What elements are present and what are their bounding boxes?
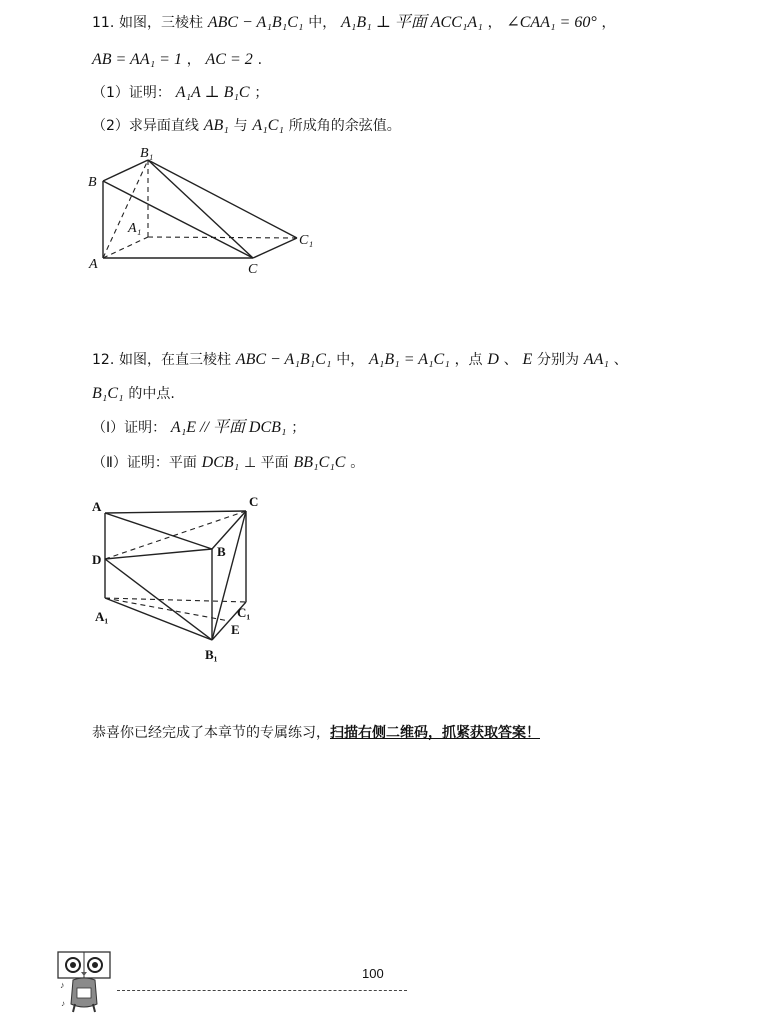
problem-12-part-1: （Ⅰ）证明： A₁E // 平面 DCB₁ ； bbox=[92, 419, 306, 436]
problem-number: 11. bbox=[92, 15, 115, 31]
problem-12-statement-line2: B₁C₁ 的中点. bbox=[92, 385, 175, 402]
scan-qr-cta[interactable]: 扫描右侧二维码，抓紧获取答案！ bbox=[330, 725, 540, 741]
problem-11-statement-line2: AB = AA₁ = 1 ， AC = 2 . bbox=[92, 51, 263, 68]
problem-11-part-1: （1）证明： A₁A ⊥ B₁C ； bbox=[92, 84, 269, 101]
completion-message: 恭喜你已经完成了本章节的专属练习，扫描右侧二维码，抓紧获取答案！ bbox=[92, 725, 540, 741]
label-E: E bbox=[231, 622, 240, 637]
label-B: B bbox=[88, 175, 97, 190]
problem-11-part-2: （2）求异面直线 AB₁ 与 A₁C₁ 所成角的余弦值。 bbox=[92, 117, 401, 134]
label-C1: C₁ bbox=[237, 605, 251, 620]
owl-mascot-icon bbox=[55, 948, 115, 1014]
label-B1: B₁ bbox=[140, 146, 154, 161]
label-C: C bbox=[248, 262, 258, 277]
footer-divider bbox=[117, 990, 407, 991]
label-A1: A₁ bbox=[128, 221, 142, 236]
page-number: 100 bbox=[362, 966, 384, 981]
label-A: A bbox=[92, 499, 102, 514]
problem-11-statement-line1: 11. 如图，三棱柱 ABC − A₁B₁C₁ 中， A₁B₁ ⊥ 平面 ACC₁A₁ ， ∠CAA₁ = 60° ， bbox=[92, 14, 616, 31]
label-B: B bbox=[217, 544, 226, 559]
svg-text:♪: ♪ bbox=[61, 999, 65, 1008]
label-A1: A₁ bbox=[95, 609, 109, 624]
label-B1: B₁ bbox=[205, 647, 218, 662]
svg-text:♪: ♪ bbox=[60, 980, 65, 990]
problem-12-part-2: （Ⅱ）证明：平面 DCB₁ ⊥ 平面 BB₁C₁C 。 bbox=[92, 454, 365, 471]
label-D: D bbox=[92, 552, 102, 567]
problem-12-statement-line1: 12. 如图，在直三棱柱 ABC − A₁B₁C₁ 中， A₁B₁ = A₁C₁ ，点 D 、 E 分别为 AA₁ 、 bbox=[92, 351, 628, 368]
problem-12-figure bbox=[88, 490, 268, 665]
problem-number: 12. bbox=[92, 352, 115, 368]
label-C1: C₁ bbox=[299, 233, 314, 248]
label-C: C bbox=[249, 494, 259, 509]
label-A: A bbox=[89, 257, 98, 272]
problem-11-figure bbox=[85, 142, 325, 277]
